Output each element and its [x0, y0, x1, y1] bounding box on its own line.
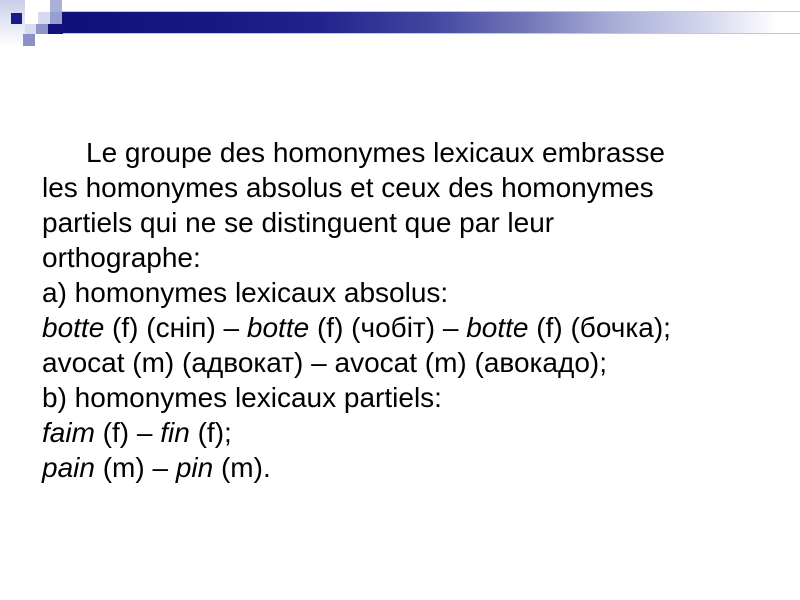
text-segment: (m) –	[94, 452, 176, 483]
text-line-4	[42, 240, 772, 275]
text-segment: (m).	[213, 452, 271, 483]
decor-square-navy	[11, 13, 22, 24]
text-segment: orthographe:	[42, 242, 201, 273]
text-line-10	[42, 450, 772, 485]
decor-square-medium-upper	[50, 12, 62, 24]
decor-square-medium-lower	[36, 24, 48, 34]
left-gradient-strip	[0, 0, 25, 46]
header-bar-step	[48, 24, 63, 34]
text-line-5	[42, 275, 772, 310]
text-segment: botte	[246, 312, 310, 343]
text-segment: a) homonymes lexicaux absolus:	[42, 277, 449, 308]
text-line-3	[42, 205, 772, 240]
text-line-9	[42, 415, 772, 450]
text-segment: faim	[42, 417, 95, 448]
text-segment: pin	[175, 452, 214, 483]
text-segment: b) homonymes lexicaux partiels:	[42, 382, 442, 413]
slide-body-text	[42, 135, 772, 485]
text-segment: Le groupe des homonymes lexicaux embrasse	[86, 137, 665, 168]
text-segment: fin	[160, 417, 190, 448]
text-segment: partiels qui ne se distinguent que par leur	[42, 207, 555, 238]
text-line-8	[42, 380, 772, 415]
text-segment: avocat (m) (адвокат) – avocat (m) (авокадо);	[42, 347, 608, 378]
text-segment: (f) (чобіт) –	[309, 312, 467, 343]
text-segment: (f) –	[94, 417, 161, 448]
text-segment: botte	[42, 312, 105, 343]
text-segment: (f);	[189, 417, 232, 448]
text-segment: botte	[466, 312, 529, 343]
text-segment: (f) (бочка);	[528, 312, 671, 343]
decor-square-lavender-top	[50, 0, 62, 12]
decor-square-purple-bottom	[23, 34, 35, 46]
text-segment: (f) (сніп) –	[104, 312, 247, 343]
text-segment: pain	[42, 452, 95, 483]
header-gradient-bar	[62, 11, 800, 34]
text-segment: les homonymes absolus et ceux des homonymes	[42, 172, 654, 203]
text-line-6	[42, 310, 772, 345]
decor-square-pale-lower	[25, 24, 36, 34]
text-line-2	[42, 170, 772, 205]
text-line-1	[42, 135, 772, 170]
text-line-7	[42, 345, 772, 380]
decor-square-pale-upper	[38, 12, 50, 24]
